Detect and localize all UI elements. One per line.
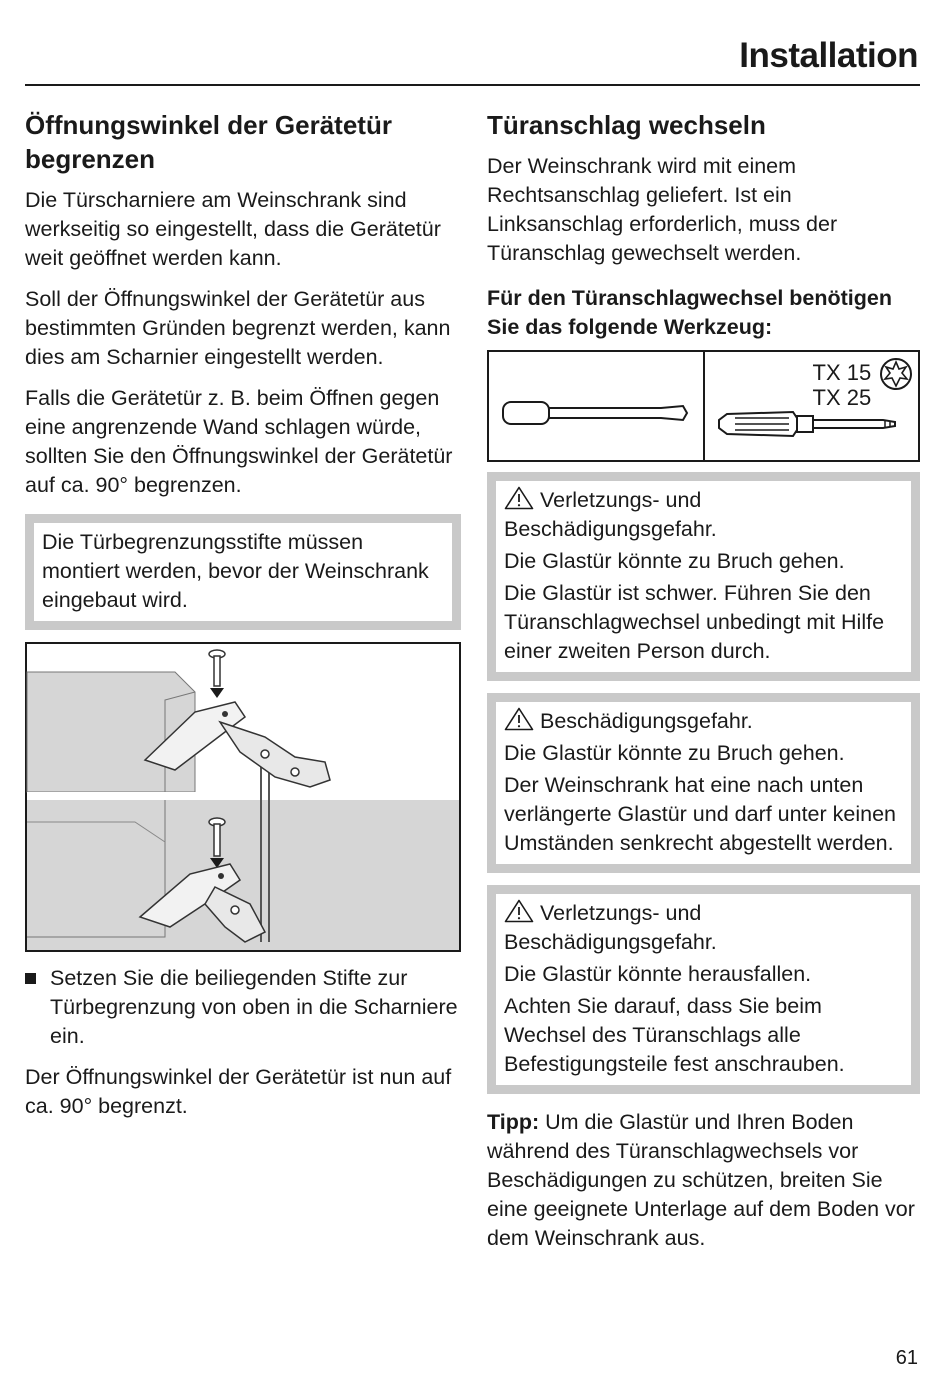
- warning-3-line-2: Achten Sie darauf, dass Sie beim Wechsel des Türanschlags alle Befestigungsteile fest anschrauben.: [504, 994, 845, 1076]
- torx-label-25: TX 25: [812, 385, 872, 410]
- result-text: Der Öffnungswinkel der Gerätetür ist nun auf ca. 90° begrenzt.: [25, 1065, 452, 1118]
- section-title: Installation: [739, 36, 918, 75]
- left-heading: Öffnungswinkel der Gerätetür begrenzen: [25, 110, 392, 174]
- warning-box-3: [487, 885, 920, 1094]
- instruction-step: [25, 964, 461, 1051]
- warning-triangle-icon: [504, 899, 534, 923]
- torx-label-15: TX 15: [812, 360, 872, 385]
- warning-box-2: [487, 693, 920, 873]
- warning-box-1: [487, 472, 920, 681]
- warning-1-title: [504, 486, 903, 544]
- left-paragraph-2: Soll der Öffnungswinkel der Gerätetür aus bestimmten Gründen begrenzt werden, kann dies am Scharnier eingestellt werden.: [25, 287, 451, 369]
- header-divider: [25, 84, 920, 86]
- tip-label: Tipp:: [487, 1110, 540, 1134]
- warning-2-line-2: Der Weinschrank hat eine nach unten verlängerte Glastür und darf unter keinen Umständen senkrecht abgestellt werden.: [504, 773, 897, 855]
- warning-3-title: [504, 899, 903, 957]
- right-heading: Türanschlag wechseln: [487, 110, 766, 140]
- note-box: [25, 514, 461, 630]
- torx-screwdriver-icon: [705, 352, 919, 460]
- torx-screwdriver-cell: [703, 352, 919, 460]
- tools-table: [487, 350, 920, 462]
- warning-3-title-text: Verletzungs- und Beschädigungsgefahr.: [504, 901, 717, 954]
- intro-text: Der Weinschrank wird mit einem Rechtsanschlag geliefert. Ist ein Linksanschlag erforderlich, muss der Türanschlag gewechselt werden.: [487, 154, 838, 265]
- bullet-square-icon: [25, 973, 36, 984]
- left-column: [25, 108, 461, 1133]
- left-paragraph-3: Falls die Gerätetür z. B. beim Öffnen gegen eine angrenzende Wand schlagen würde, sollten Sie den Öffnungswinkel der Gerätetür auf ca. 90° begrenzen.: [25, 386, 453, 497]
- warning-2-title-text: Beschädigungsgefahr.: [540, 709, 753, 733]
- warning-3-line-1: Die Glastür könnte herausfallen.: [504, 962, 812, 986]
- warning-2-title: [504, 707, 903, 736]
- page-number: 61: [895, 1347, 918, 1369]
- note-text: Die Türbegrenzungsstifte müssen montiert werden, bevor der Weinschrank eingebaut wird.: [42, 530, 429, 612]
- hinge-illustration: [25, 642, 461, 952]
- warning-triangle-icon: [504, 707, 534, 731]
- step-text: Setzen Sie die beiliegenden Stifte zur Türbegrenzung von oben in die Scharniere ein.: [50, 966, 458, 1048]
- left-paragraph-1: Die Türscharniere am Weinschrank sind werkseitig so eingestellt, dass die Gerätetür weit geöffnet werden kann.: [25, 188, 441, 270]
- tools-heading: Für den Türanschlagwechsel benötigen Sie das folgende Werkzeug:: [487, 286, 892, 339]
- flat-screwdriver-icon: [489, 352, 703, 460]
- warning-triangle-icon: [504, 486, 534, 510]
- warning-1-title-text: Verletzungs- und Beschädigungsgefahr.: [504, 488, 717, 541]
- right-column: [487, 108, 920, 1253]
- warning-2-line-1: Die Glastür könnte zu Bruch gehen.: [504, 741, 845, 765]
- warning-1-line-1: Die Glastür könnte zu Bruch gehen.: [504, 549, 845, 573]
- tip-paragraph: [487, 1108, 920, 1253]
- flat-screwdriver-cell: [489, 352, 703, 460]
- warning-1-line-2: Die Glastür ist schwer. Führen Sie den Türanschlagwechsel unbedingt mit Hilfe einer zweiten Person durch.: [504, 581, 885, 663]
- tip-text: Um die Glastür und Ihren Boden während des Türanschlagwechsels vor Beschädigungen zu schützen, breiten Sie eine geeignete Unterlage auf dem Boden vor dem Weinschrank aus.: [487, 1110, 915, 1250]
